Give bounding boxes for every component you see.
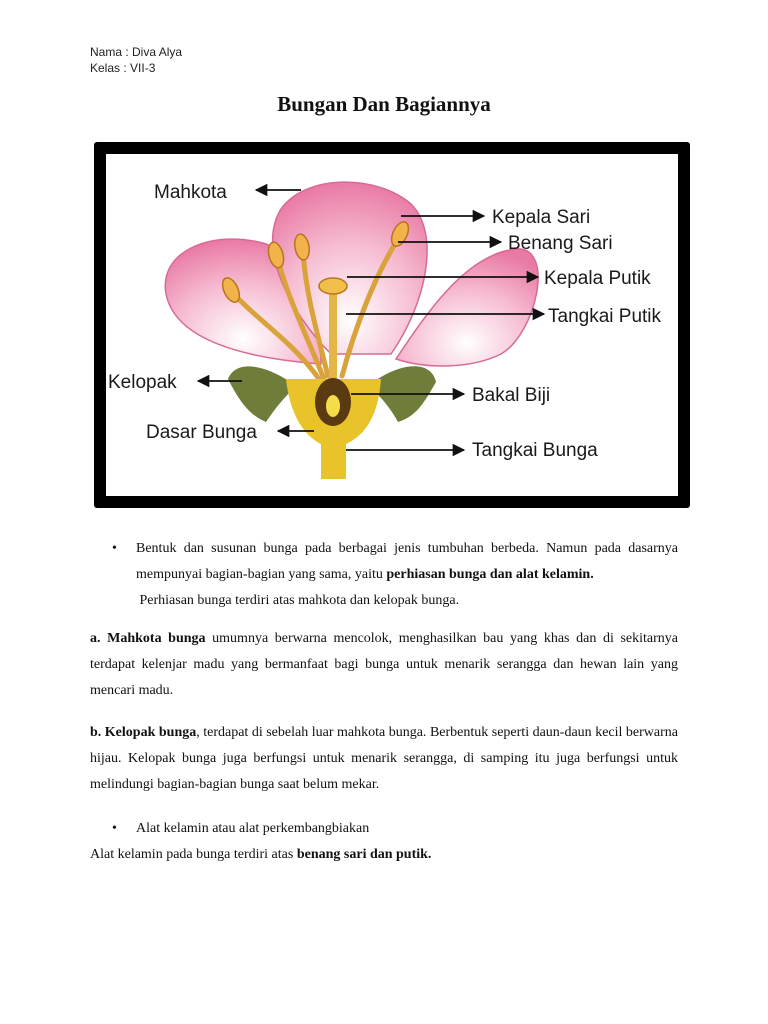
- bullet-perhiasan: [114, 536, 678, 614]
- flower-diagram-frame: [94, 142, 690, 508]
- paragraph-kelopak-text: , terdapat di sebelah luar mahkota bunga. Berbentuk seperti daun-daun kecil berwarna hijau. Kelopak bunga juga berfungsi untuk menarik serangga, di samping itu juga berfungsi untuk melindungi bagian-bagian bunga saat belum mekar.: [90, 725, 678, 792]
- ovule: [326, 395, 340, 417]
- paragraph-kelopak-heading: b. Kelopak bunga: [90, 725, 197, 740]
- paragraph-kelopak: [90, 720, 678, 798]
- bullet-perhiasan-text: [136, 536, 678, 614]
- paragraph-alat-kelamin-bold: benang sari dan putik.: [296, 847, 432, 862]
- label-tangkai-putik: Tangkai Putik: [548, 306, 662, 327]
- bullet1-bold: perhiasan bunga dan alat kelamin.: [386, 567, 594, 582]
- label-kepala-putik: Kepala Putik: [544, 268, 651, 289]
- flower-diagram: [106, 154, 678, 496]
- label-mahkota: Mahkota: [154, 182, 227, 203]
- paragraph-alat-kelamin: [90, 842, 678, 868]
- bullet-alat-kelamin-text: Alat kelamin atau alat perkembangbiakan: [136, 821, 370, 836]
- label-kepala-sari: Kepala Sari: [492, 207, 591, 228]
- student-info: [90, 44, 182, 76]
- bullet1-text-b: Perhiasan bunga terdiri atas mahkota dan kelopak bunga.: [139, 593, 460, 608]
- paragraph-mahkota-text: umumnya berwarna mencolok, menghasilkan bau yang khas dan di sekitarnya terdapat kelenjar madu yang bermanfaat bagi bunga untuk menarik serangga dan hewan lain yang mencari madu.: [90, 631, 678, 698]
- bullet1-text-a: Bentuk dan susunan bunga pada berbagai jenis tumbuhan berbeda. Namun pada dasarnya mempunyai bagian-bagian yang sama, yaitu: [136, 541, 678, 582]
- label-tangkai-bunga: Tangkai Bunga: [472, 440, 598, 461]
- paragraph-mahkota: [90, 626, 678, 704]
- bullet-marker-2: •: [112, 821, 117, 836]
- stigma: [319, 278, 347, 294]
- bullet-alat-kelamin: [114, 816, 678, 842]
- student-name: Nama : Diva Alya: [90, 45, 183, 59]
- student-class: Kelas : VII-3: [90, 61, 156, 75]
- page-title: Bungan Dan Bagiannya: [277, 92, 491, 116]
- label-kelopak: Kelopak: [108, 372, 177, 393]
- label-bakal-biji: Bakal Biji: [472, 385, 551, 406]
- paragraph-alat-kelamin-text: Alat kelamin pada bunga terdiri atas: [90, 847, 297, 862]
- style: [329, 292, 337, 379]
- label-benang-sari: Benang Sari: [508, 233, 613, 254]
- label-dasar-bunga: Dasar Bunga: [146, 422, 257, 443]
- bullet-marker: •: [112, 541, 117, 556]
- paragraph-mahkota-heading: a. Mahkota bunga: [90, 631, 206, 646]
